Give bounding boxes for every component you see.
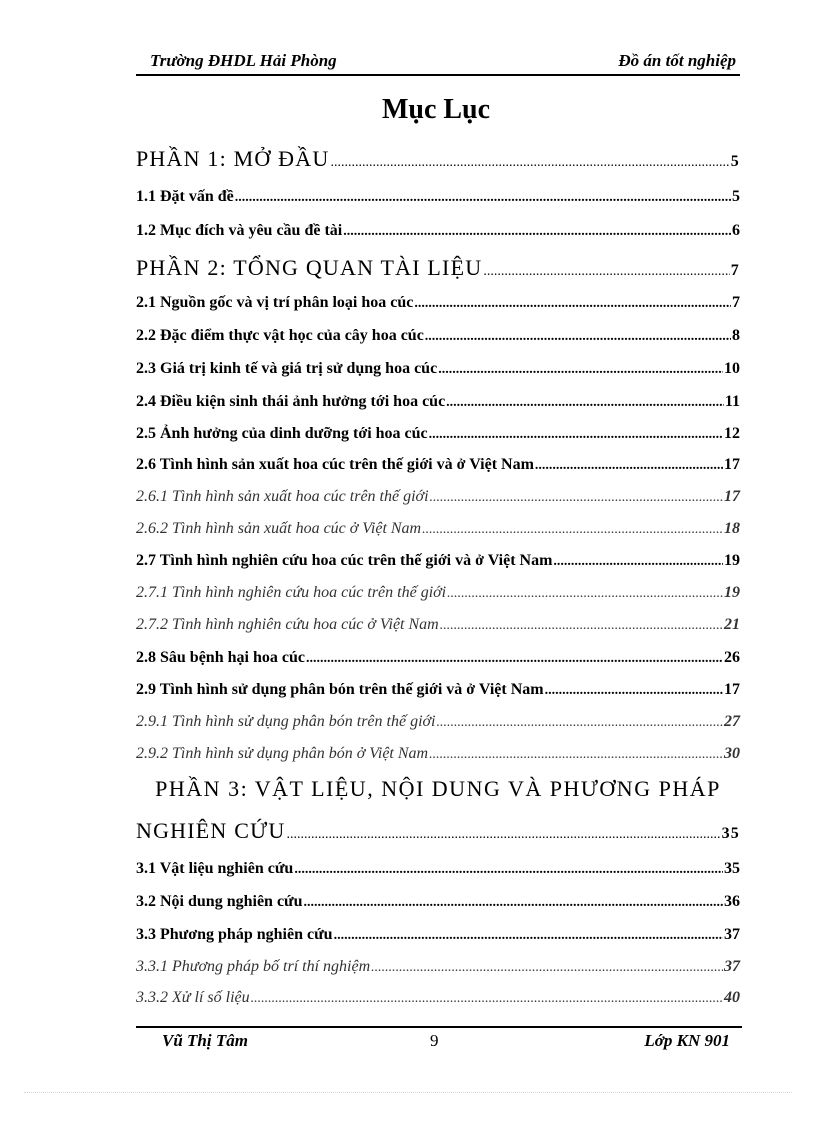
dot-leader [251, 991, 723, 1007]
toc-entry[interactable] [136, 616, 740, 634]
toc-entry-page: 26 [724, 649, 740, 666]
toc-entry[interactable] [136, 488, 740, 506]
dot-leader [306, 651, 723, 667]
toc-entry[interactable] [136, 393, 740, 411]
dot-leader [438, 362, 723, 378]
toc-entry[interactable] [136, 146, 740, 172]
toc-entry-page: 7 [732, 294, 740, 311]
footer-page-number: 9 [430, 1031, 439, 1050]
toc-entry-page: 30 [724, 745, 740, 762]
toc-entry[interactable] [136, 188, 740, 206]
toc-entry-label: 3.3.2 Xử lí số liệu [136, 989, 250, 1006]
toc-entry-page: 21 [724, 616, 740, 633]
toc-entry[interactable] [136, 520, 740, 538]
toc-entry[interactable] [136, 818, 740, 844]
toc-entry-page: 6 [732, 222, 740, 239]
toc-entry-label: PHẦN 2: TỔNG QUAN TÀI LIỆU [136, 255, 483, 280]
dot-leader [422, 522, 723, 538]
dot-leader [535, 458, 723, 474]
toc-entry-label: 2.2 Đặc điểm thực vật học của cây hoa cúc [136, 327, 424, 344]
dot-leader [294, 862, 723, 878]
toc-entry-label: 3.3 Phương pháp nghiên cứu [136, 926, 333, 943]
toc-entry-label: 3.1 Vật liệu nghiên cứu [136, 860, 294, 877]
toc-entry-label: 2.7 Tình hình nghiên cứu hoa cúc trên thế giới và ở Việt Nam [136, 552, 553, 569]
toc-entry-page: 11 [724, 393, 740, 410]
toc-entry[interactable] [136, 222, 740, 240]
dot-leader [553, 554, 723, 570]
toc-entry[interactable] [136, 745, 740, 763]
toc-entry-page: 35 [721, 825, 740, 842]
toc-entry-label: 1.1 Đặt vấn đề [136, 188, 234, 205]
toc-entry-page: 17 [724, 456, 740, 473]
dot-leader [483, 264, 729, 280]
page-header [136, 50, 740, 76]
toc-entry[interactable] [136, 649, 740, 667]
toc-entry-label: 2.7.2 Tình hình nghiên cứu hoa cúc ở Việt Nam [136, 616, 439, 633]
toc-entry-label: 2.9.1 Tình hình sử dụng phân bón trên thế giới [136, 713, 436, 730]
toc-entry-page: 7 [730, 262, 740, 279]
dot-leader [304, 895, 723, 911]
dot-leader [545, 683, 723, 699]
toc-entry-page: 37 [724, 926, 740, 943]
toc-entry-page: 35 [724, 860, 740, 877]
toc-entry-label: 2.3 Giá trị kinh tế và giá trị sử dụng hoa cúc [136, 360, 438, 377]
dot-leader [430, 490, 723, 506]
toc-part3-heading[interactable]: PHẦN 3: VẬT LIỆU, NỘI DUNG VÀ PHƯƠNG PHÁP [155, 776, 721, 801]
dot-leader [414, 296, 731, 312]
dot-leader [425, 329, 731, 345]
toc-entry[interactable] [136, 713, 740, 731]
page-title: Mục Lục [381, 94, 491, 125]
toc-entry[interactable] [136, 860, 740, 878]
dot-leader [334, 928, 723, 944]
toc-entry-label: 2.9.2 Tình hình sử dụng phân bón ở Việt Nam [136, 745, 429, 762]
header-doc-type: Đồ án tốt nghiệp [618, 51, 736, 70]
toc-entry-page: 37 [724, 958, 740, 975]
toc-entry[interactable] [136, 425, 740, 443]
dot-leader [286, 827, 720, 843]
toc-entry-page: 40 [724, 989, 740, 1006]
toc-entry-page: 19 [724, 584, 740, 601]
toc-entry[interactable] [136, 552, 740, 570]
toc-entry-page: 10 [724, 360, 740, 377]
dot-leader [437, 715, 724, 731]
toc-entry[interactable] [136, 989, 740, 1007]
toc-entry-label: 1.2 Mục đích và yêu cầu đề tài [136, 222, 343, 239]
header-school: Trường ĐHDL Hải Phòng [150, 51, 337, 70]
toc-entry[interactable] [136, 327, 740, 345]
toc-entry-page: 36 [724, 893, 740, 910]
toc-entry-page: 5 [732, 188, 740, 205]
toc-entry-page: 27 [724, 713, 740, 730]
toc-entry-page: 12 [724, 425, 740, 442]
dot-leader [371, 960, 723, 976]
toc-entry-label: 2.6.1 Tình hình sản xuất hoa cúc trên thế giới [136, 488, 429, 505]
toc-entry[interactable] [136, 255, 740, 281]
toc-entry-label: 2.6.2 Tình hình sản xuất hoa cúc ở Việt Nam [136, 520, 422, 537]
footer-rule [136, 1026, 742, 1028]
toc-entry-label: 2.4 Điều kiện sinh thái ảnh hưởng tới hoa cúc [136, 393, 446, 410]
toc-entry-label: 2.9 Tình hình sử dụng phân bón trên thế giới và ở Việt Nam [136, 681, 544, 698]
toc-entry-label: NGHIÊN CỨU [136, 818, 286, 843]
toc-entry-label: 2.8 Sâu bệnh hại hoa cúc [136, 649, 305, 666]
toc-entry[interactable] [136, 294, 740, 312]
dot-leader [446, 395, 724, 411]
toc-entry-page: 17 [724, 488, 740, 505]
toc-entry-page: 5 [730, 153, 740, 170]
toc-entry[interactable] [136, 958, 740, 976]
toc-entry-page: 8 [732, 327, 740, 344]
toc-entry[interactable] [136, 926, 740, 944]
toc-entry-label: PHẦN 1: MỞ ĐẦU [136, 146, 330, 171]
toc-entry[interactable] [136, 584, 740, 602]
dot-leader [330, 155, 729, 171]
toc-entry[interactable] [136, 456, 740, 474]
toc-entry-label: 3.2 Nội dung nghiên cứu [136, 893, 303, 910]
toc-entry[interactable] [136, 360, 740, 378]
dot-leader [235, 190, 731, 206]
toc-entry-page: 17 [724, 681, 740, 698]
footer-class: Lớp KN 901 [644, 1031, 730, 1050]
toc-entry[interactable] [136, 893, 740, 911]
toc-entry-page: 19 [724, 552, 740, 569]
page-edge-divider [24, 1092, 792, 1093]
toc-entry-label: 2.1 Nguồn gốc và vị trí phân loại hoa cúc [136, 294, 414, 311]
toc-entry-label: 3.3.1 Phương pháp bố trí thí nghiệm [136, 958, 371, 975]
toc-entry-label: 2.5 Ảnh hưởng của dinh dưỡng tới hoa cúc [136, 425, 428, 442]
toc-entry-page: 18 [724, 520, 740, 537]
dot-leader [447, 586, 723, 602]
dot-leader [429, 427, 723, 443]
toc-entry-label: 2.6 Tình hình sản xuất hoa cúc trên thế giới và ở Việt Nam [136, 456, 534, 473]
toc-entry[interactable] [136, 681, 740, 699]
toc-entry-label: 2.7.1 Tình hình nghiên cứu hoa cúc trên thế giới [136, 584, 447, 601]
dot-leader [343, 224, 731, 240]
footer-author: Vũ Thị Tâm [162, 1031, 248, 1050]
dot-leader [429, 747, 723, 763]
dot-leader [440, 618, 723, 634]
